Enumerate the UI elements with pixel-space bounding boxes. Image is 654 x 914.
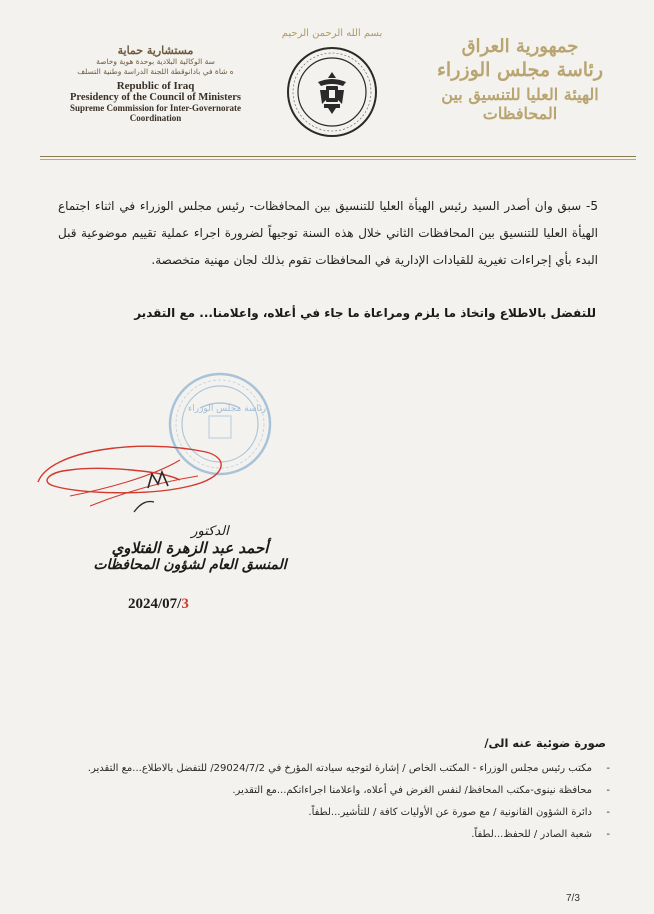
paragraph-5: 5- سبق وان أصدر السيد رئيس الهيأة العليا للتنسيق بين المحافظات- رئيس مجلس الوزراء في اثناء اجتماع الهيأة العليا للتنسيق بين المحافظات الثاني خلال هذه السنة توجيهاً لضرورة اجراء عملية تقييم موضوعية قبل البدء بأي إجراءات تغيرية للقيادات الإدارية في المحافظات تقوم بذلك لجان مهنية متخصصة. [58, 199, 598, 267]
basmala: بسم الله الرحمن الرحيم [281, 28, 383, 39]
page-number: 7/3 [566, 893, 580, 904]
document-date [128, 596, 189, 613]
letterhead-commission: Supreme Commission for Inter-Governorate Coordination [69, 103, 242, 123]
list-item: - محافظة نينوى-مكتب المحافظ/ لنفس الغرض في أعلاه، واعلامنا اجراءاتكم...مع التقدير. [232, 785, 610, 796]
copies-title: صورة ضوئية عنه الى/ [484, 736, 606, 750]
letterhead-left [48, 44, 263, 123]
date-day: 3 [181, 596, 189, 612]
copy-recipient-text: شعبة الصادر / للحفظ...لطفاً. [471, 829, 592, 840]
letterhead-left-ar-line3: ه شاة في بادانوقطة اللجنة الدراسة وطنية التسلف [77, 67, 234, 76]
signer-position: المنسق العام لشؤون المحافظات [93, 557, 287, 573]
signature-block [90, 524, 290, 573]
list-item: - دائرة الشؤون القانونية / مع صورة عن الأوليات كافة / للتأشير...لطفاً. [308, 807, 610, 818]
letterhead-left-ar-org: مستشارية حماية [117, 44, 194, 57]
letterhead-left-ar-line2: سة الوكالية البلادية بوحدة هوية وخاصة [96, 57, 215, 66]
copy-recipient-text: دائرة الشؤون القانونية / مع صورة عن الأوليات كافة / للتأشير...لطفاً. [308, 807, 592, 818]
letterhead-divider-thin [40, 159, 636, 160]
signer-name: أحمد عبد الزهرة الفتلاوي [111, 539, 269, 557]
letterhead-right [420, 36, 620, 123]
signer-title: الدكتور [191, 524, 229, 539]
commission-emblem-icon [286, 46, 378, 138]
stamp-text: رئاسة مجلس الوزراء [188, 404, 267, 414]
letterhead-republic: Republic of Iraq [116, 80, 195, 92]
letterhead-presidency-ar: رئاسة مجلس الوزراء [437, 59, 603, 81]
letterhead-republic-ar: جمهورية العراق [461, 36, 579, 57]
list-item: - مكتب رئيس مجلس الوزراء - المكتب الخاص / إشارة لتوجيه سيادته المؤرخ في 29024/7/2/ للتفضل بالاطلاع...مع التقدير. [87, 763, 610, 774]
copies-list [50, 758, 610, 846]
closing-line: للتفضل بالاطلاع واتخاذ ما يلزم ومراعاة ما جاء في أعلاه، واعلامنا... مع التقدير [134, 306, 596, 320]
list-item: - شعبة الصادر / للحفظ...لطفاً. [471, 829, 610, 840]
copy-recipient-text: مكتب رئيس مجلس الوزراء - المكتب الخاص / إشارة لتوجيه سيادته المؤرخ في 29024/7/2/ للتفضل بالاطلاع...مع التقدير. [87, 763, 592, 774]
copy-recipient-text: محافظة نينوى-مكتب المحافظ/ لنفس الغرض في أعلاه، واعلامنا اجراءاتكم...مع التقدير. [232, 785, 592, 796]
letterhead-commission-ar: الهيئة العليا للتنسيق بين المحافظات [441, 85, 599, 123]
handwritten-signature-icon [30, 420, 240, 530]
letterhead-presidency: Presidency of the Council of Ministers [70, 92, 241, 103]
letterhead-divider [40, 156, 636, 157]
date-prefix: 2024/07/ [128, 596, 182, 612]
